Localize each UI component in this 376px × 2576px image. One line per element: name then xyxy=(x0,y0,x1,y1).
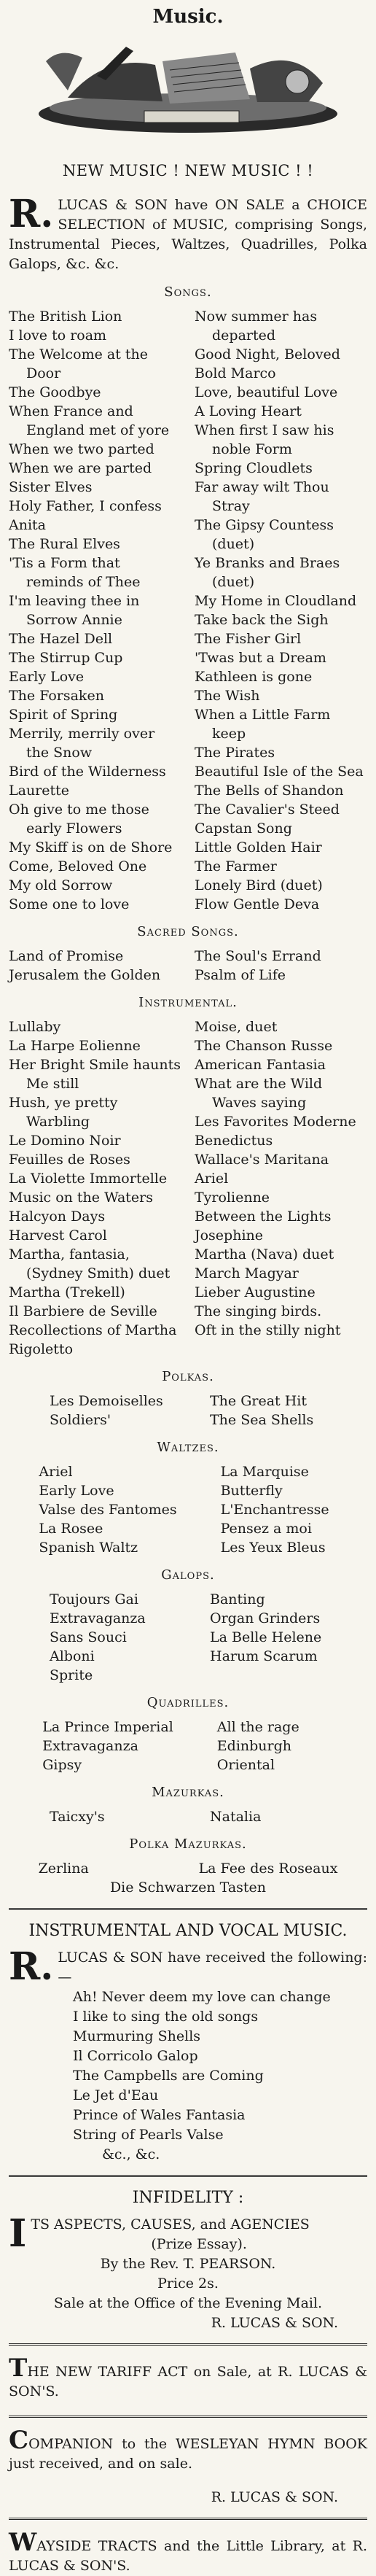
list-item: Merrily, merrily over the Snow xyxy=(9,726,155,761)
ad3-heading: INFIDELITY : xyxy=(132,2189,244,2207)
list-item: American Fantasia xyxy=(195,1057,326,1073)
list-item: Josephine xyxy=(195,1227,264,1244)
list-item: Laurette xyxy=(9,783,70,799)
sacred-right xyxy=(195,947,367,985)
list-item: All the rage xyxy=(216,1719,299,1735)
list-item: The Hazel Dell xyxy=(9,631,113,647)
ad2-heading: INSTRUMENTAL AND VOCAL MUSIC. xyxy=(28,1922,348,1940)
ad3-line4: Price 2s. xyxy=(157,2276,219,2292)
polka-mazurkas-left xyxy=(39,1859,155,1878)
instrumental-list xyxy=(9,1017,367,1359)
list-item: Valse des Fantomes xyxy=(39,1502,177,1518)
list-item: Les Favorites Moderne xyxy=(195,1114,356,1130)
list-item: The Rural Elves xyxy=(9,536,120,552)
list-item: Zerlina xyxy=(38,1861,89,1877)
songs-right xyxy=(195,307,367,914)
mazurkas-heading: Mazurkas. xyxy=(152,1785,224,1800)
list-item: Lonely Bird (duet) xyxy=(195,877,323,893)
polkas-heading: Polkas. xyxy=(162,1369,214,1384)
divider xyxy=(9,2175,367,2177)
list-item: Sister Elves xyxy=(9,479,93,495)
list-item: Oriental xyxy=(216,1757,275,1773)
list-item: Extravaganza xyxy=(50,1610,146,1626)
list-item: Le Jet d'Eau xyxy=(73,2087,159,2103)
ad4-text: HE NEW TARIFF ACT on Sale, at R. LUCAS & SON'S. xyxy=(9,2364,367,2400)
list-item: Spirit of Spring xyxy=(9,707,118,723)
waltzes-list xyxy=(9,1462,367,1557)
polkas-list xyxy=(9,1392,367,1429)
divider xyxy=(9,2416,367,2418)
list-item: The singing birds. xyxy=(195,1303,322,1319)
intro-paragraph xyxy=(9,192,367,274)
waltzes-right xyxy=(221,1462,337,1557)
ad6-first-letter: W xyxy=(9,2528,37,2557)
list-item: My Skiff is on de Shore xyxy=(9,839,173,856)
intro-dropcap: R. xyxy=(9,192,54,236)
list-item: The Welcome at the Door xyxy=(9,346,148,381)
polka-mazurkas-center: Die Schwarzen Tasten xyxy=(109,1879,267,1896)
list-item: Anita xyxy=(9,517,46,533)
list-item: Wallace's Maritana xyxy=(195,1152,329,1168)
list-item: La Fee des Roseaux xyxy=(198,1861,338,1877)
polka-mazurkas-list xyxy=(9,1859,367,1878)
list-item: Hush, ye pretty Warbling xyxy=(9,1095,118,1130)
list-item: La Marquise xyxy=(220,1464,309,1480)
mazurkas-list xyxy=(9,1807,367,1826)
list-item: Ah! Never deem my love can change xyxy=(73,1989,331,2005)
songs-left xyxy=(9,307,181,914)
list-item: Psalm of Life xyxy=(195,967,286,983)
list-item: Bird of the Wilderness xyxy=(9,764,166,780)
sacred-list xyxy=(9,947,367,985)
mazurkas-right xyxy=(210,1807,326,1826)
intro-text: LUCAS & SON have ON SALE a CHOICE SELECTION of MUSIC, comprising Songs, Instrumental Pieces, Waltzes, Quadrilles, Polka Galops, &c. &c. xyxy=(9,197,367,272)
list-item: Lullaby xyxy=(9,1019,61,1035)
songs-list xyxy=(9,307,367,914)
list-item: Les Demoiselles xyxy=(50,1393,163,1409)
list-item: Music on the Waters xyxy=(9,1190,153,1206)
list-item: When we are parted xyxy=(9,460,152,476)
polkas-right xyxy=(210,1392,326,1429)
ad4-paragraph xyxy=(9,2354,367,2402)
ad2-text: LUCAS & SON have received the following:— xyxy=(58,1950,367,1985)
list-item: Moise, duet xyxy=(195,1019,278,1035)
list-item: Prince of Wales Fantasia xyxy=(73,2107,246,2123)
list-item: Far away wilt Thou Stray xyxy=(195,479,329,514)
divider xyxy=(9,1908,367,1910)
list-item: A Loving Heart xyxy=(195,403,302,419)
list-item: Halcyon Days xyxy=(9,1209,106,1225)
instrumental-right xyxy=(195,1017,367,1359)
list-item: Ariel xyxy=(39,1464,73,1480)
list-item: Spring Cloudlets xyxy=(195,460,313,476)
list-item: My old Sorrow xyxy=(9,877,113,893)
list-item: La Rosee xyxy=(39,1521,103,1537)
list-item: Lieber Augustine xyxy=(195,1284,316,1300)
list-item: Banting xyxy=(210,1591,265,1607)
list-item: The Fisher Girl xyxy=(195,631,302,647)
list-item: 'Tis a Form that reminds of Thee xyxy=(9,555,141,590)
list-item: Ye Branks and Braes (duet) xyxy=(195,555,340,590)
section-title: Music. xyxy=(152,6,224,28)
list-item: The Campbells are Coming xyxy=(73,2068,264,2084)
list-item: &c., &c. xyxy=(102,2146,160,2162)
list-item: The Farmer xyxy=(195,858,277,874)
list-item: Oh give to me those early Flowers xyxy=(9,802,149,837)
ad3-dropcap: I xyxy=(9,2211,27,2256)
list-item: Oft in the stilly night xyxy=(195,1322,341,1338)
list-item: Murmuring Shells xyxy=(73,2028,201,2044)
list-item: Land of Promise xyxy=(9,948,124,964)
list-item: The Great Hit xyxy=(210,1393,307,1409)
list-item: Beautiful Isle of the Sea xyxy=(195,764,364,780)
list-item: Sans Souci xyxy=(50,1629,127,1645)
list-item: When we two parted xyxy=(9,441,154,457)
quadrilles-heading: Quadrilles. xyxy=(146,1695,230,1710)
ad5-paragraph xyxy=(9,2426,367,2474)
galops-list xyxy=(9,1590,367,1685)
list-item: Flow Gentle Deva xyxy=(195,896,320,912)
list-item: Pensez a moi xyxy=(220,1521,312,1537)
mazurkas-left xyxy=(50,1807,166,1826)
list-item: When France and England met of yore xyxy=(9,403,170,438)
list-item: The Chanson Russe xyxy=(195,1038,333,1054)
list-item: La Belle Helene xyxy=(210,1629,322,1645)
list-item: Toujours Gai xyxy=(50,1591,138,1607)
list-item: Les Yeux Bleus xyxy=(220,1540,326,1556)
list-item: The British Lion xyxy=(9,309,122,325)
list-item: Bold Marco xyxy=(195,365,276,381)
ad6-paragraph xyxy=(9,2528,367,2576)
list-item: Good Night, Beloved xyxy=(195,346,340,362)
divider xyxy=(9,2343,367,2346)
list-item: Love, beautiful Love xyxy=(195,384,338,400)
ad5-signature: R. LUCAS & SON. xyxy=(211,2489,338,2505)
list-item: Come, Beloved One xyxy=(9,858,147,874)
list-item: Harvest Carol xyxy=(9,1227,107,1244)
sacred-left xyxy=(9,947,181,985)
list-item: When a Little Farm keep xyxy=(195,707,331,742)
list-item: Feuilles de Roses xyxy=(9,1152,130,1168)
list-item: The Forsaken xyxy=(9,688,104,704)
list-item: Soldiers' xyxy=(50,1412,111,1428)
list-item: Ariel xyxy=(195,1171,229,1187)
list-item: Spanish Waltz xyxy=(39,1540,138,1556)
waltzes-left xyxy=(39,1462,176,1557)
quadrilles-right xyxy=(217,1718,334,1774)
list-item: La Harpe Eolienne xyxy=(9,1038,141,1054)
list-item: I like to sing the old songs xyxy=(73,2009,259,2025)
list-item: Little Golden Hair xyxy=(195,839,322,856)
ad5-first-letter: C xyxy=(9,2426,29,2455)
galops-left xyxy=(50,1590,166,1685)
list-item: Take back the Sigh xyxy=(195,612,329,628)
galops-right xyxy=(210,1590,326,1685)
list-item: The Pirates xyxy=(195,745,275,761)
list-item: Il Barbiere de Seville xyxy=(9,1303,157,1319)
list-item: Alboni xyxy=(50,1648,95,1664)
list-item: Holy Father, I confess xyxy=(9,498,162,514)
list-item: March Magyar xyxy=(195,1265,299,1281)
list-item: Now summer has departed xyxy=(195,309,318,344)
songs-heading: Songs. xyxy=(164,284,212,300)
list-item: The Bells of Shandon xyxy=(195,783,344,799)
list-item: Rigoletto xyxy=(9,1341,74,1357)
ad4-first-letter: T xyxy=(9,2354,28,2383)
list-item: Martha, fantasia, (Sydney Smith) duet xyxy=(9,1246,171,1281)
ad6-text: AYSIDE TRACTS and the Little Library, at R. LUCAS & SON'S. xyxy=(9,2538,367,2574)
list-item: When first I saw his noble Form xyxy=(195,422,334,457)
list-item: La Violette Immortelle xyxy=(9,1171,168,1187)
list-item: Kathleen is gone xyxy=(195,669,313,685)
list-item: Natalia xyxy=(210,1809,262,1825)
instrumental-heading: Instrumental. xyxy=(138,995,238,1010)
list-item: L'Enchantresse xyxy=(220,1502,329,1518)
list-item: Some one to love xyxy=(9,896,130,912)
ad5-text: OMPANION to the WESLEYAN HYMN BOOK just received, and on sale. xyxy=(9,2436,367,2472)
list-item: Between the Lights xyxy=(195,1209,332,1225)
list-item: My Home in Cloudland xyxy=(195,593,357,609)
list-item: The Soul's Errand xyxy=(195,948,321,964)
list-item: The Sea Shells xyxy=(210,1412,314,1428)
galops-heading: Galops. xyxy=(161,1567,215,1583)
list-item: String of Pearls Valse xyxy=(73,2127,224,2143)
ad3-line3: By the Rev. T. PEARSON. xyxy=(100,2256,276,2272)
list-item: The Cavalier's Steed xyxy=(195,802,340,818)
polka-mazurkas-heading: Polka Mazurkas. xyxy=(129,1836,247,1852)
list-item: The Gipsy Countess (duet) xyxy=(195,517,334,552)
list-item: Jerusalem the Golden xyxy=(9,967,161,983)
list-item: Edinburgh xyxy=(216,1738,292,1754)
list-item: Gipsy xyxy=(42,1757,82,1773)
newspaper-column xyxy=(6,0,370,2576)
sacred-heading: Sacred Songs. xyxy=(137,924,239,939)
quadrilles-list xyxy=(9,1718,367,1774)
list-item: Tyrolienne xyxy=(195,1190,270,1206)
ad3-signature: R. LUCAS & SON. xyxy=(211,2315,338,2331)
music-instruments-engraving xyxy=(9,32,367,149)
list-item: The Stirrup Cup xyxy=(9,650,123,666)
headline: NEW MUSIC ! NEW MUSIC ! ! xyxy=(62,162,314,179)
list-item: The Goodbye xyxy=(9,384,101,400)
list-item: Recollections of Martha xyxy=(9,1322,177,1338)
list-item: Organ Grinders xyxy=(210,1610,321,1626)
list-item: Harum Scarum xyxy=(210,1648,318,1664)
list-item: Taicxy's xyxy=(50,1809,105,1825)
polkas-left xyxy=(50,1392,166,1429)
list-item: Early Love xyxy=(39,1483,114,1499)
list-item: Il Corricolo Galop xyxy=(73,2048,198,2064)
list-item: Martha (Trekell) xyxy=(9,1284,125,1300)
list-item: I love to roam xyxy=(9,327,107,344)
ad2-paragraph xyxy=(9,1944,367,1989)
list-item: Sprite xyxy=(50,1667,93,1683)
list-item: 'Twas but a Dream xyxy=(195,650,326,666)
list-item: What are the Wild Waves saying xyxy=(195,1076,323,1111)
list-item: Martha (Nava) duet xyxy=(195,1246,334,1262)
divider xyxy=(9,2518,367,2520)
list-item: The Wish xyxy=(195,688,260,704)
music-engraving-icon xyxy=(17,32,359,149)
list-item: Her Bright Smile haunts Me still xyxy=(9,1057,181,1092)
list-item: Butterfly xyxy=(220,1483,283,1499)
instrumental-left xyxy=(9,1017,181,1359)
list-item: Capstan Song xyxy=(195,820,292,837)
ad3-line2: (Prize Essay). xyxy=(151,2236,247,2252)
ad3-text: TS ASPECTS, CAUSES, and AGENCIES xyxy=(31,2216,310,2232)
list-item: I'm leaving thee in Sorrow Annie xyxy=(9,593,140,628)
ad3-line5: Sale at the Office of the Evening Mail. xyxy=(53,2295,323,2311)
list-item: Benedictus xyxy=(195,1133,273,1149)
list-item: Extravaganza xyxy=(42,1738,138,1754)
list-item: La Prince Imperial xyxy=(42,1719,173,1735)
polka-mazurkas-right xyxy=(199,1859,338,1878)
waltzes-heading: Waltzes. xyxy=(157,1440,219,1455)
ad2-items xyxy=(9,1987,367,2165)
quadrilles-left xyxy=(42,1718,173,1774)
list-item: Early Love xyxy=(9,669,85,685)
ad2-dropcap: R. xyxy=(9,1944,54,1989)
list-item: Le Domino Noir xyxy=(9,1133,121,1149)
